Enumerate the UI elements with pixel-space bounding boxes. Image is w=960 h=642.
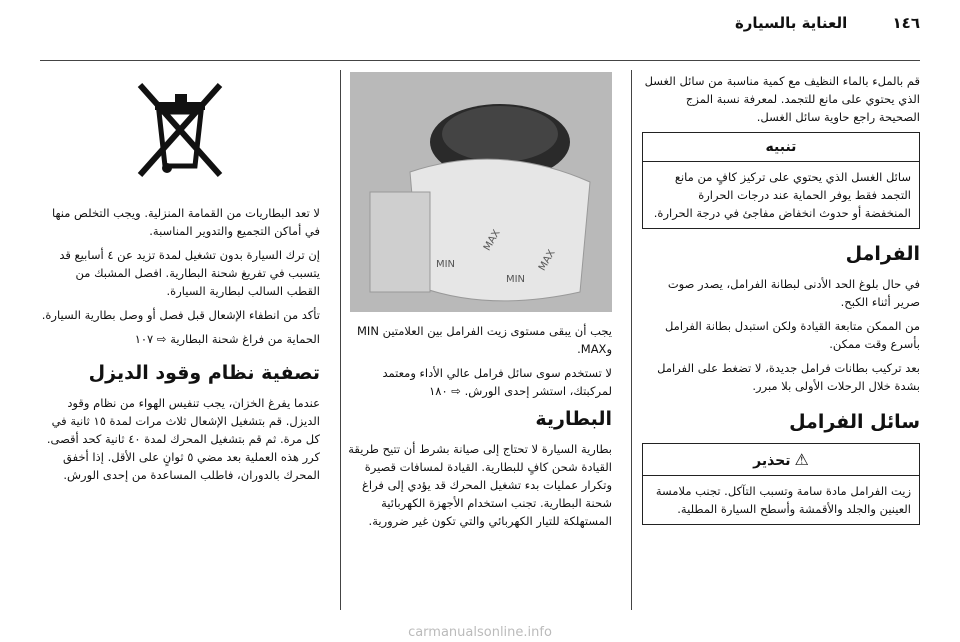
column-middle [340,72,612,536]
discharge-protection-text: الحماية من فراغ شحنة البطارية [170,332,320,346]
notice-title: تنبيه [643,133,919,162]
discharge-page-ref: ١٠٧ [134,332,154,346]
brakes-p2: من الممكن متابعة القيادة ولكن استبدل بطانة الفرامل بأسرع وقت ممكن. [664,319,920,351]
battery-heading: البطارية [535,408,612,430]
header-rule [40,60,920,61]
column-right [642,72,920,539]
brakes-p3: بعد تركيب بطانات فرامل جديدة، لا تضغط على الفرامل بشدة خلال الرحلات الأولى بلا مبرر. [657,361,920,393]
washer-fluid-intro: قم بالملء بالماء النظيف مع كمية مناسبة من سائل الغسل الذي يحتوي على مانع للتجمد. لمعرفة نسبة المزج الصحيحة راجع حاوية سائل الغسل. [644,74,920,124]
column-left [40,72,320,490]
brakes-p1: في حال بلوغ الحد الأدنى لبطانة الفرامل، يصدر صوت صرير أثناء الكبح. [667,277,920,309]
min-label-2: MIN [505,274,525,285]
diesel-p1: عندما يفرغ الخزان، يجب تنفيس الهواء من نظام وقود الديزل. قم بتشغيل الإشعال ثلاث مرات لمدة ١٥ ثانية في كل مرة. ثم قم بتشغيل المحرك لمدة ٤٠ ثانية كحد أقصى. كرر هذه العملية بعد مضي ٥ ثوانٍ على الأقل. إذا أخفق المحرك بالدوران، فاطلب المساعدة من إحدى الورش. [46,396,320,482]
disposal-text: لا تعد البطاريات من القمامة المنزلية. ويجب التخلص منها في أماكن التجميع والتدوير المناسبة. [51,206,320,238]
fluid-page-ref: ١٨٠ [429,384,448,398]
warning-title: تحذير [753,453,791,469]
column-divider-right [631,70,632,610]
page-ref-icon: ⇨ [156,332,167,346]
brake-fluid-reservoir-photo [350,72,612,312]
warning-text: زيت الفرامل مادة سامة وتسبب التآكل. تجنب ملامسة العينين والجلد والأقمشة وأسطح السيارة المطلية. [655,484,911,516]
max-label-2: MAX [536,248,558,273]
brake-fluid-heading: سائل الفرامل [789,411,920,433]
brakes-heading: الفرامل [845,243,920,265]
page-ref-icon: ⇨ [451,384,461,398]
battery-p1: بطارية السيارة لا تحتاج إلى صيانة بشرط أن تتيح طريقة القيادة شحن كافٍ للبطارية. القيادة لمسافات قصيرة وتكرار عمليات بدء تشغيل المحرك قد يؤدي إلى فراغ شحنة البطارية. تجنب استخدام الأجهزة الكهربائية المستهلكة للتيار الكهربائي والتي تكون غير ضرورية. [348,442,612,528]
storage-text: إن ترك السيارة بدون تشغيل لمدة تزيد عن ٤ أسابيع قد يتسبب في تفريغ شحنة البطارية. افصل المشبك من القطب السالب لبطارية السيارة. [59,248,320,298]
watermark: carmanualsonline.info [408,625,552,640]
notice-text: سائل الغسل الذي يحتوي على تركيز كافٍ من مانع التجمد فقط يوفر الحماية عند درجات الحرارة المنخفضة أو حدوث انخفاض مفاجئ في درجة الحرارة. [653,170,911,220]
max-label-1: MAX [481,228,503,253]
reservoir-illustration [350,72,612,312]
page-header-title: العناية بالسيارة [734,14,848,32]
page-header [735,14,920,32]
min-label-1: MIN [435,259,455,270]
warning-triangle-icon: ⚠ [794,450,809,469]
ignition-text: تأكد من انطفاء الإشعال قبل فصل أو وصل بطارية السيارة. [41,308,320,322]
crossed-bin-icon [40,80,320,184]
notice-box [642,132,920,229]
fluid-type-text: لا تستخدم سوى سائل فرامل عالي الأداء ومعتمد لمركبتك، استشر إحدى الورش. [382,366,612,398]
page-number: ١٤٦ [892,14,920,32]
warning-box [642,443,920,525]
fluid-level-text: يجب أن يبقى مستوى زيت الفرامل بين العلامتين MIN وMAX. [357,324,612,356]
diesel-heading: تصفية نظام وقود الديزل [88,362,320,384]
